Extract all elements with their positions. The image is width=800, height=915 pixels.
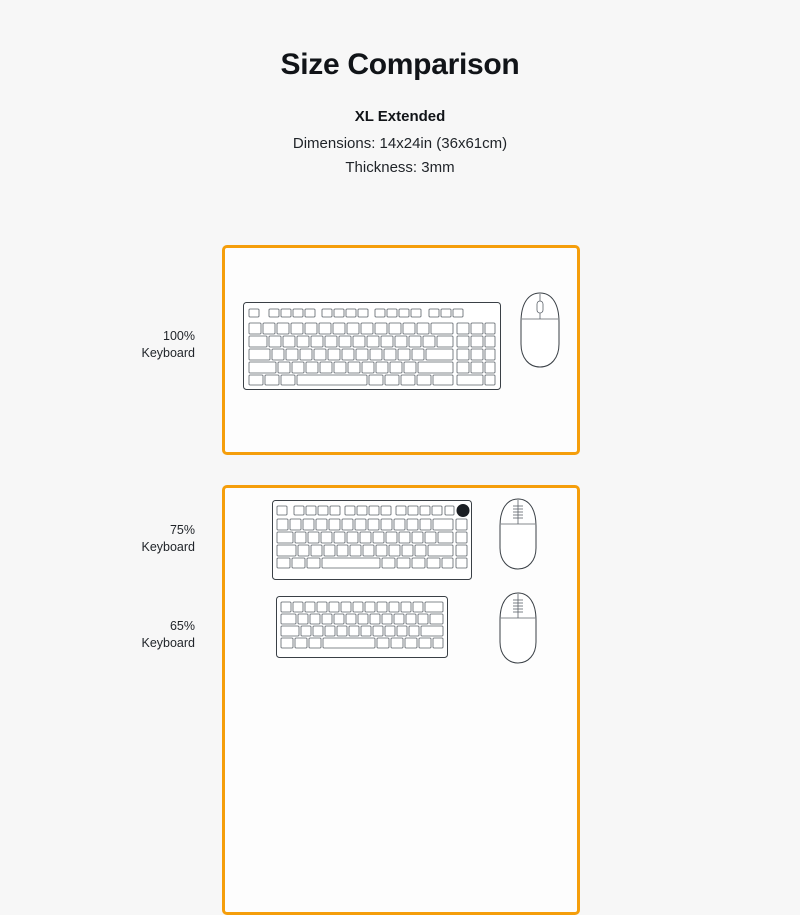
row-label-65 — [75, 618, 195, 652]
mouse-75-illustration — [497, 498, 539, 570]
product-name: XL Extended — [354, 108, 446, 125]
product-thickness: Thickness: 3mm — [345, 159, 455, 176]
keyboard-75-illustration — [272, 500, 472, 580]
mouse-65-illustration — [497, 592, 539, 664]
row-label-65-device: Keyboard — [141, 636, 195, 650]
row-label-75-device: Keyboard — [141, 540, 195, 554]
keyboard-65-illustration — [276, 596, 448, 658]
product-spec-block — [0, 108, 800, 176]
row-label-100 — [75, 328, 195, 362]
mouse-100-illustration — [518, 292, 562, 368]
row-label-75-percent: 75% — [169, 523, 195, 537]
row-label-100-device: Keyboard — [141, 346, 195, 360]
row-label-100-percent: 100% — [163, 329, 195, 343]
page-title: Size Comparison — [280, 48, 520, 81]
product-dimensions: Dimensions: 14x24in (36x61cm) — [292, 135, 508, 152]
keyboard-100-illustration — [243, 302, 501, 390]
row-label-65-percent: 65% — [169, 619, 195, 633]
row-label-75 — [75, 522, 195, 556]
